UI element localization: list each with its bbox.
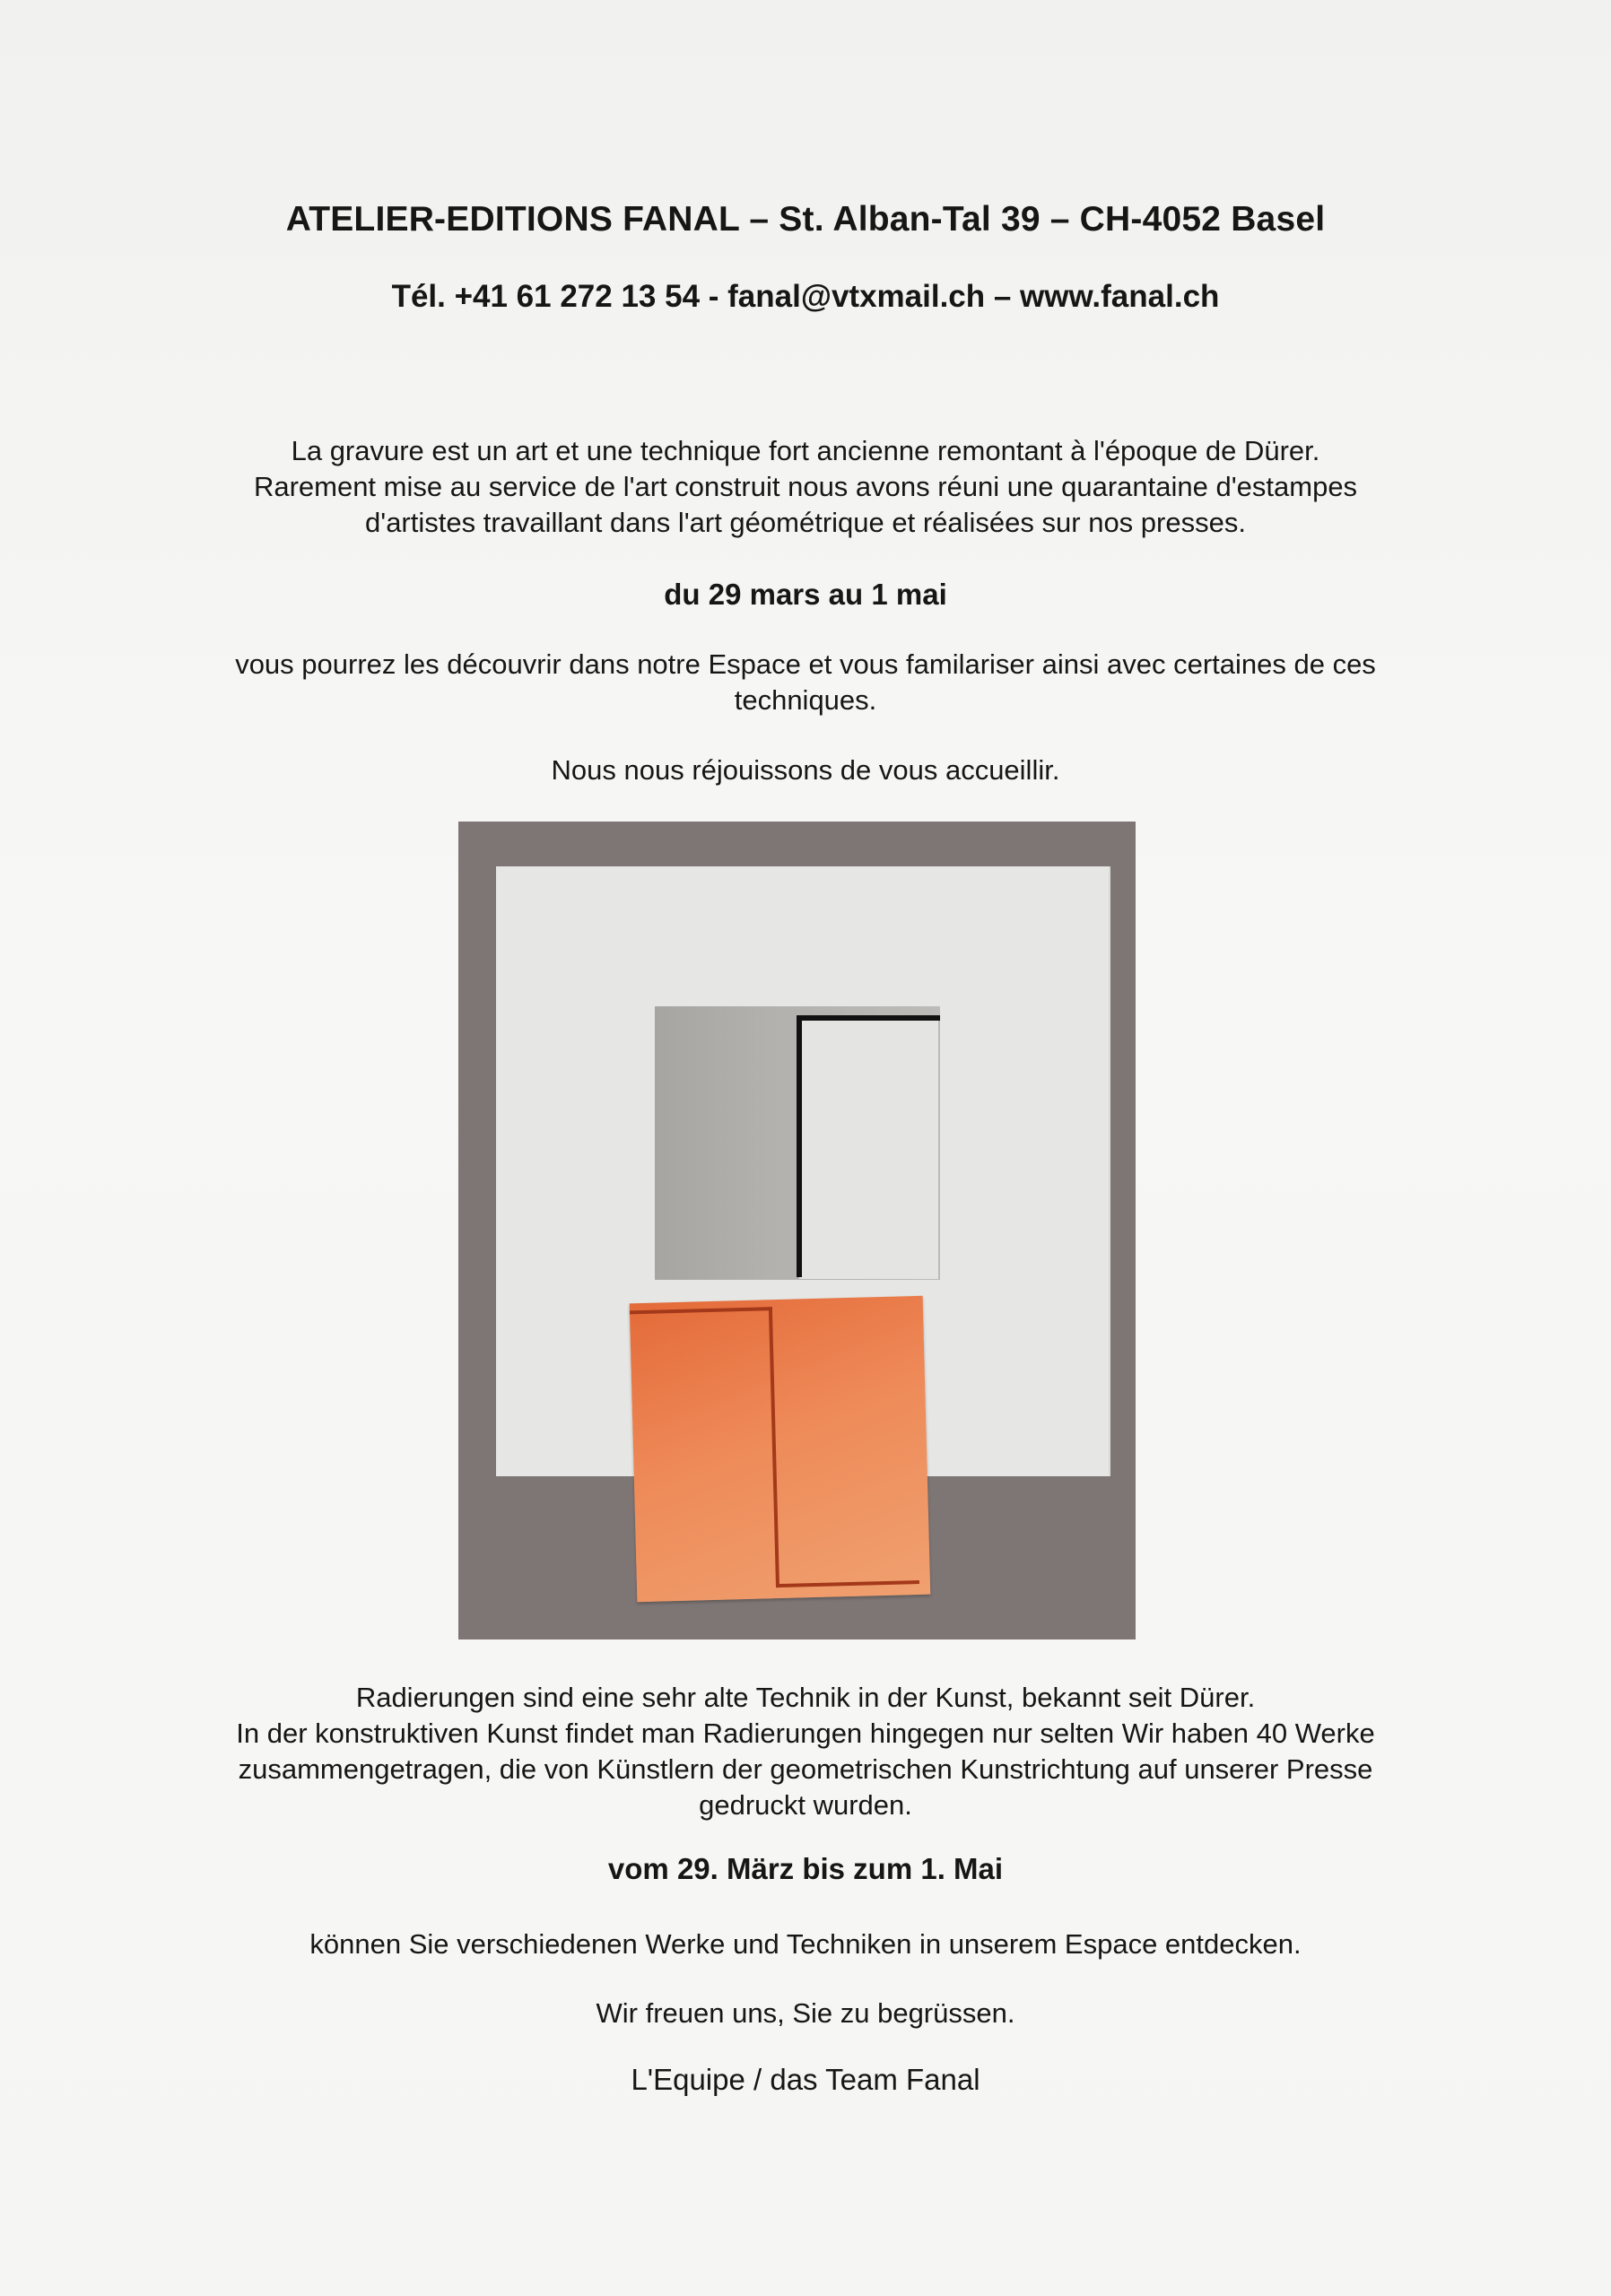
german-intro-line: zusammengetragen, die von Künstlern der geometrischen Kunstrichtung auf unserer Presse [238, 1753, 1373, 1785]
artwork-orange-line-middle [769, 1307, 779, 1587]
french-intro-line: d'artistes travaillant dans l'art géométrique et réalisées sur nos presses. [365, 507, 1246, 538]
artwork-orange-line-bottom [776, 1580, 919, 1587]
artwork-orange-block [630, 1296, 931, 1602]
french-discover-line: vous pourrez les découvrir dans notre Espace et vous familariser ainsi avec certaines de ces [235, 648, 1376, 680]
german-intro-line: In der konstruktiven Kunst findet man Radierungen hingegen nur selten Wir haben 40 Werke [236, 1718, 1375, 1749]
french-welcome: Nous nous réjouissons de vous accueillir. [551, 754, 1060, 786]
german-intro-line: gedruckt wurden. [699, 1789, 912, 1821]
german-discover: können Sie verschiedenen Werke und Techniken in unserem Espace entdecken. [309, 1928, 1302, 1960]
french-date: du 29 mars au 1 mai [664, 578, 947, 611]
german-intro [0, 1680, 1611, 1823]
artwork-black-line-top [797, 1015, 940, 1021]
french-discover-line: techniques. [734, 684, 877, 716]
french-intro-line: La gravure est un art et une technique fort ancienne remontant à l'époque de Dürer. [291, 435, 1320, 466]
german-date: vom 29. März bis zum 1. Mai [607, 1852, 1004, 1885]
french-intro [0, 433, 1611, 541]
french-discover [0, 647, 1611, 718]
german-intro-line: Radierungen sind eine sehr alte Technik in der Kunst, bekannt seit Dürer. [355, 1682, 1256, 1713]
artwork-orange-line-top [630, 1307, 772, 1314]
signature: L'Equipe / das Team Fanal [631, 2063, 980, 2096]
artwork-white-panel [799, 1015, 938, 1279]
header-title: ATELIER-EDITIONS FANAL – St. Alban-Tal 39 – CH-4052 Basel [285, 200, 1326, 239]
header-contact: Tél. +41 61 272 13 54 - fanal@vtxmail.ch – www.fanal.ch [391, 279, 1220, 314]
french-intro-line: Rarement mise au service de l'art construit nous avons réuni une quarantaine d'estampes [253, 471, 1358, 502]
artwork-image [458, 822, 1136, 1639]
german-welcome: Wir freuen uns, Sie zu begrüssen. [596, 1997, 1015, 2029]
artwork-black-line-side [797, 1015, 802, 1277]
